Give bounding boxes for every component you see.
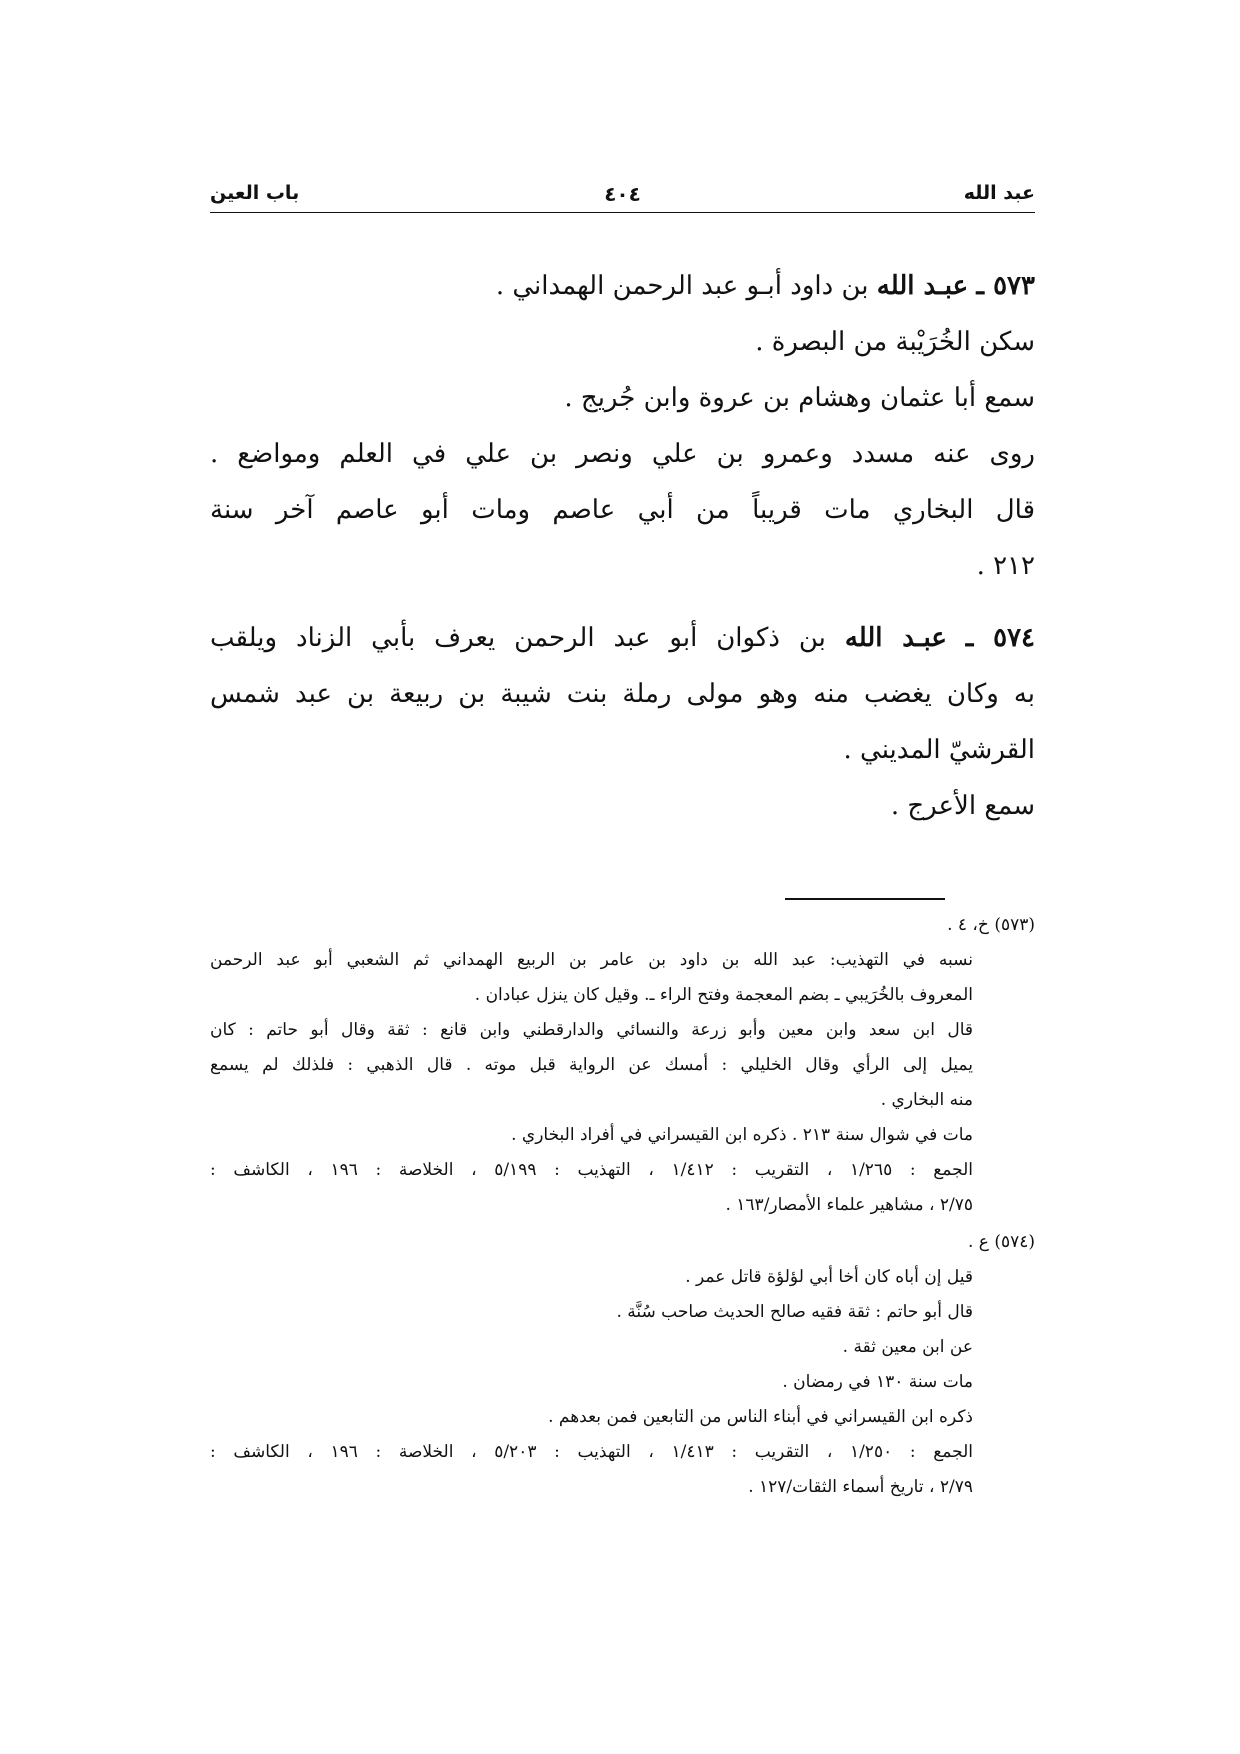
header-entry-name: عبد الله [963, 182, 1035, 204]
footnote-sigla: ع . [967, 1232, 989, 1252]
footnote-line: قال ابن سعد وابن معين وأبو زرعة والنسائي والدارقطني وابن قانع : ثقة وقال أبو حاتم : كان [210, 1020, 973, 1040]
entry-line: به وكان يغضب منه وهو مولى رملة بنت شيبة بن ربيعة بن عبد شمس [210, 679, 1035, 709]
header-divider [210, 212, 1035, 213]
entry-line: ٢١٢ . [976, 551, 1035, 581]
entry-first-line [210, 610, 1035, 666]
footnote-head [210, 908, 1035, 943]
footnote-divider [785, 898, 945, 900]
footnote-573 [210, 908, 1035, 1223]
footnote-marker: (٥٧٤) [994, 1232, 1035, 1252]
entry-574 [210, 610, 1035, 834]
entry-headword: عبـد الله [876, 271, 969, 301]
header-chapter-title: باب العين [210, 182, 300, 204]
footnote-line: منه البخاري . [880, 1090, 973, 1110]
entry-first-line [210, 258, 1035, 314]
footnote-line: الجمع : ١/٢٥٠ ، التقريب : ١/٤١٣ ، التهذيب : ٥/٢٠٣ ، الخلاصة : ١٩٦ ، الكاشف : [210, 1442, 973, 1462]
footnote-line: عن ابن معين ثقة . [842, 1337, 973, 1357]
footnote-line: مات في شوال سنة ٢١٣ . ذكره ابن القيسراني في أفراد البخاري . [511, 1125, 973, 1145]
entry-line: سكن الخُرَيْبة من البصرة . [755, 327, 1035, 357]
footnote-line: قال أبو حاتم : ثقة فقيه صالح الحديث صاحب سُنَّة . [616, 1302, 973, 1322]
footnote-line: نسبه في التهذيب: عبد الله بن داود بن عامر بن الربيع الهمداني ثم الشعبي أبو عبد الرحمن [210, 950, 973, 970]
page-number: ٤٠٤ [604, 182, 641, 206]
footnote-line: المعروف بالخُرَيبي ـ بضم المعجمة وفتح الراء ـ. وقيل كان ينزل عبادان . [474, 985, 973, 1005]
footnote-line: يميل إلى الرأي وقال الخليلي : أمسك عن الرواية قبل موته . قال الذهبي : فلذلك لم يسمع [210, 1055, 973, 1075]
footnote-574 [210, 1225, 1035, 1505]
main-text [210, 258, 1035, 834]
entry-number: ٥٧٣ ـ [976, 271, 1035, 301]
footnote-line: ٢/٧٥ ، مشاهير علماء الأمصار/١٦٣ . [725, 1195, 973, 1215]
footnote-line: قيل إن أباه كان أخا أبي لؤلؤة قاتل عمر . [685, 1267, 973, 1287]
running-header [210, 178, 1035, 214]
entry-573 [210, 258, 1035, 594]
footnote-sigla: خ، ٤ . [947, 915, 989, 935]
footnote-line: ذكره ابن القيسراني في أبناء الناس من التابعين فمن بعدهم . [548, 1407, 973, 1427]
footnote-head [210, 1225, 1035, 1260]
footnote-marker: (٥٧٣) [994, 915, 1035, 935]
entry-line: روى عنه مسدد وعمرو بن علي ونصر بن علي في العلم ومواضع . [210, 439, 1035, 469]
entry-line: بن ذكوان أبو عبد الرحمن يعرف بأبي الزناد ويلقب [210, 623, 826, 653]
footnote-line: الجمع : ١/٢٦٥ ، التقريب : ١/٤١٢ ، التهذيب : ٥/١٩٩ ، الخلاصة : ١٩٦ ، الكاشف : [210, 1160, 973, 1180]
entry-line: سمع الأعرج . [890, 791, 1035, 821]
entry-line: بن داود أبـو عبد الرحمن الهمداني . [495, 271, 869, 301]
footnote-line: ٢/٧٩ ، تاريخ أسماء الثقات/١٢٧ . [748, 1477, 973, 1497]
entry-headword: عبـد الله [844, 623, 947, 653]
footnote-line: مات سنة ١٣٠ في رمضان . [782, 1372, 973, 1392]
footnotes [210, 908, 1035, 1505]
entry-line: سمع أبا عثمان وهشام بن عروة وابن جُريج . [564, 383, 1035, 413]
entry-line: قال البخاري مات قريباً من أبي عاصم ومات أبو عاصم آخر سنة [210, 495, 1035, 525]
entry-line: القرشيّ المديني . [843, 735, 1035, 765]
entry-number: ٥٧٤ ـ [965, 623, 1036, 653]
